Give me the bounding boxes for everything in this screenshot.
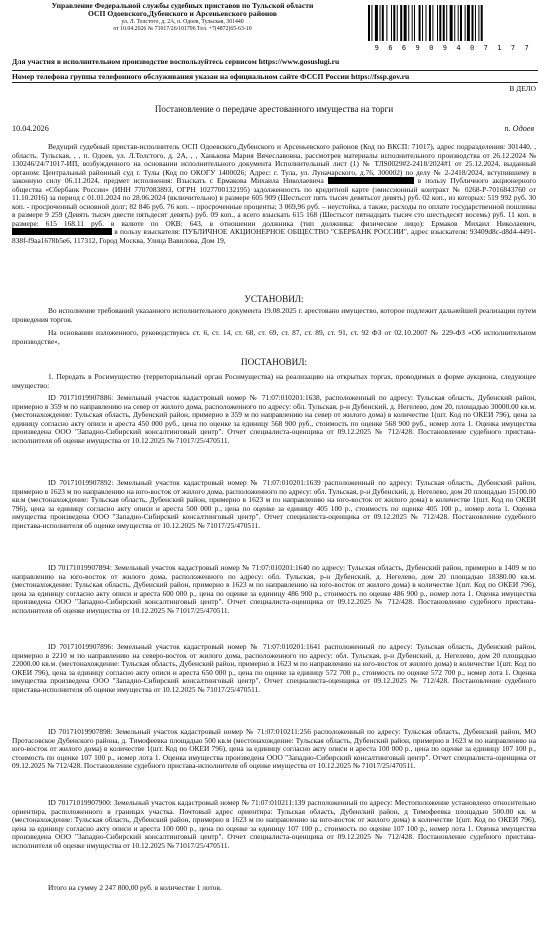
established-text: Во исполнение требований указанного исполнительного документа 19.08.2025 г. арестовано имущество, которое подлежит дальнейшей реализации путем проведения торгов. xyxy=(12,306,536,324)
service-line: Для участия в исполнительном производстве воспользуйтесь сервисом https://www.gosuslugi.ru xyxy=(12,57,340,66)
archive-tag: В ДЕЛО xyxy=(509,84,536,93)
lot-paragraph: ID 70171019907892: Земельный участок кадастровый номер № 71:07:010201:1639 расположенный по адресу: Тульская область, Дубенский район, примерно в 1623 м по направлению на юго-восток от жилого дома, расположенного по адресу: обл. Тульская, р-н Дубенский, д. Негелево, дом 20 площадью 15100.00 кв.м (местонахождение: Тульская область, Дубенский район, примерно в 1623 м по направлению на юго-восток от жилого дома) в количестве 1(шт. Код по ОКЕИ 796), цена за единицу согласно акту описи и ареста 500 000 р., цена по оценке за единицу 405 100 р., стоимость по оценке 405 100 р., номер лота 1. Оценка имущества произведена ООО "Западно-Сибирский консалтинговый центр". Отчет специалиста-оценщика от 09.12.2025 № 712/428. Постановление судебного пристава-исполнителя об оценке имущества от 10.12.2025 № 71017/25/470511. xyxy=(12,478,536,530)
redaction-bar xyxy=(12,228,112,235)
intro-text-3: в пользу взыскателя: ПУБЛИЧНОЕ АКЦИОНЕРНОЕ ОБЩЕСТВО "СБЕРБАНК РОССИИ", адрес взыскателя: 93409d8c-d8d4-4491-838f-f9aa1678b5e6, 117312, Город Москва, Улица Вавилова, Дом 19, xyxy=(12,227,536,246)
org-contacts: от 10.04.2026 № 71017/26/101796 Тел. +7(4872)65-63-10 xyxy=(113,25,252,32)
lot-paragraph: ID 70171019907894: Земельный участок кадастровый номер № 71:07:010201:1640 по адресу: Тульская область, Дубенский район, примерно в 1409 м по направлению на юго-восток от жилого дома, расположенного по адресу: обл. Тульская, р-н Дубенский, д. Негелево, дом 20 площадью 18380.00 кв.м. (местонахождение: Тульская область, Дубенский район, примерно в 1623 м по направлению на юго-восток от жилого дома) в количестве 1(шт. Код по ОКЕИ 796), цена за единицу согласно акту описи и ареста 600 000 р., цена по оценке за единицу 486 900 р., стоимость по оценке 486 900 р., номер лота 1. Оценка имущества произведена ООО "Западно-Сибирский консалтинговый центр". Отчет специалиста-оценщика от 09.12.2025 № 712/428. Постановление судебного пристава-исполнителя об оценке имущества от 10.12.2025 № 71017/25/470511. xyxy=(12,563,536,615)
barcode-number: 9 6 6 9 0 9 4 0 7 1 7 7 xyxy=(374,44,532,52)
item-1-intro: 1. Передать в Росимущество (территориальный орган Росимущества) на реализацию на открытых торгах, проводимых в форме аукциона, следующее имущество: xyxy=(12,372,536,390)
org-name: Управление Федеральной службы судебных приставов по Тульской области xyxy=(51,1,314,10)
intro-text-2: в пользу Публичного акционерного общества «Сбербанк России» (ИНН 7707083893, ОГРН 1027700132195) задолженность по кредитной карте (эмиссионный контракт № 0268-Р-7016843760 от 11.10.2016) за период с 01.01.2024 по 28.06.2024 (включительно) в размере 605 909 (Шестьсот пять тысяч девятьсот девять) руб. 02 коп., из которых: 519 992 руб. 30 коп. - просроченный основной долг; 82 846 руб. 76 коп. – просроченные проценты; 3 069,96 руб. – неустойка, а также, расходы по оплате государственной пошлины в размере 9 259 (Девять тысяч двести пятьдесят девять) руб. 09 коп., а всего взыскать 615 168 (Шестьсот пятнадцать тысяч сто шестьдесят восемь) руб. 11 коп. в размере: 615 168.11 руб. в валюте по ОКВ: 643, в отношении должника (тип должника: физическое лицо): Ермаков Михаил Николаевич, xyxy=(12,176,536,228)
established-heading: УСТАНОВИЛ: xyxy=(244,294,304,304)
lot-paragraph: ID 70171019907900: Земельный участок кадастровый номер № 71:07:010211:139 расположенный по адресу: Местоположение установлено относительно ориентира, расположенного в границах участка. Почтовый адрес ориентира: Тульская область, Дубенский район, д Тимофеевка площадью 500.00 кв. м (местонахождение: Тульская область, Дубенский район, примерно в 1623 м по направлению на юго-восток от жилого дома) в количестве 1(шт. Код по ОКЕИ 796), цена за единицу согласно акту описи и ареста 100 000 р., цена по оценке за единицу 107 100 р., стоимость по оценке 107 100 р., номер лота 1. Оценка имущества произведена ООО "Западно-Сибирский консалтинговый центр". Отчет специалиста-оценщика от 09.12.2025 № 712/428. Постановление судебного пристава-исполнителя об оценке имущества от 10.12.2025 № 71017/25/470511. xyxy=(12,798,536,850)
document-title: Постановление о передаче арестованного имущества на торги xyxy=(154,104,394,114)
legal-basis: На основании изложенного, руководствуясь ст. 6, ст. 14, ст. 68, ст. 69, ст. 87, ст. 89, ст. 91, ст. 92 ФЗ от 02.10.2007 № 229-ФЗ «Об исполнительном производстве», xyxy=(12,328,536,346)
document-place: п. Одоев xyxy=(504,124,534,133)
lot-paragraph: ID 70171019907898: Земельный участок кадастровый номер № 71:07:010211:256 расположенный по адресу: Тульская область, Дубенский район, МО Протасовское Дубенского района, д. Тимофеевка площадью 500 кв.м (местонахождение: Тульская область, Дубенский район, примерно в 1623 м по направлению на юго-восток от жилого дома) в количестве 1(шт. Код по ОКЕИ 796), цена за единицу согласно акту описи и ареста 100 000 р., цена по оценке за единицу 107 100 р., стоимость по оценке 107 100 р., номер лота 1. Оценка имущества произведена ООО "Западно-Сибирский консалтинговый центр". Отчет специалиста-оценщика от 09.12.2025 № 712/428. Постановление судебного пристава-исполнителя об оценке имущества от 10.12.2025 № 71017/25/470511. xyxy=(12,727,536,771)
redaction-bar xyxy=(328,177,414,184)
letterhead xyxy=(10,2,355,32)
total-line: Итого на сумму 2 247 800,00 руб. в количестве 1 лотов. xyxy=(48,883,222,892)
intro-text: Ведущий судебный пристав-исполнитель ОСП Одоевского,Дубенского и Арсеньевского районов (Код по ВКСП: 71017), адрес подразделения: 301440, , область. Тульская, , , п. Одоев, ул. Л.Толстого, д. 2А, , , Ханькова Мария Вячеславовна, рассмотрев материалы исполнительного производства от 26.12.2024 № 130246/24/71017-ИП, возбужденного на основании исполнительного документа Исполнительный лист (1) № ТЛS0029#2-2418/2024#1 от 25.12.2024, выданный органом: Центральный районный суд г. Тулы (Код по ОКОГУ 1400026; Адрес: г. Тула, ул. Луначарского, д.76, 300002) по делу № 2-2418/2024, вступившему в законную силу 06.11.2024, предмет исполнения: Взыскать с Ермакова Михаила Николаевича xyxy=(12,142,536,186)
barcode xyxy=(367,5,539,41)
resolved-heading: ПОСТАНОВИЛ: xyxy=(240,357,308,367)
document-date: 10.04.2026 xyxy=(12,124,49,133)
org-address: ул. Л. Толстого, д. 2А, п. Одоев, Тульская, 301440 xyxy=(121,18,244,25)
lot-paragraph: ID 70171019907886: Земельный участок кадастровый номер № 71:07:010201:1638, расположенный по адресу: Тульская область, Дубенский район, примерно в 359 м по направлению на север от жилого дома, расположенного по адресу: обл. Тульская, р-н Дубенский, д. Негелево, дом 20, площадью 30000.00 кв.м. (местонахождение: Тульская область, Дубенский район, примерно в 359 м по направлению на север от жилого дома) в количестве 1(шт. Код по ОКЕИ 796), цена за единицу согласно акту описи и ареста 450 000 руб., цена по оценке за единицу 568 900 руб., стоимость по оценке 568 900 руб., номер лота 1. Оценка имущества произведена ООО "Западно-Сибирский консалтинговый центр". Отчет специалиста-оценщика от 09.12.2025 № 712/428. Постановление судебного пристава-исполнителя об оценке имущества от 10.12.2025 № 71017/25/470511. xyxy=(12,393,536,445)
lot-paragraph: ID 70171019907896: Земельный участок кадастровый номер № 71:07:010201:1641 расположенный по адресу: Тульская область, Дубенский район, примерно в 2210 м по направлению на северо-восток от жилого дома, расположенного по адресу: обл. Тульская, р-н Дубенский, д. Негелево, дом 20 площадью 22000.00 кв.м. (местонахождение: Тульская область, Дубенский район, примерно в 1623 м по направлению на юго-восток от жилого дома) в количестве 1(шт. Код по ОКЕИ 796), цена за единицу согласно акту описи и ареста 650 000 р., цена по оценке за единицу 572 700 р., стоимость по оценке 572 700 р., номер лота 1. Оценка имущества произведена ООО "Западно-Сибирский консалтинговый центр". Отчет специалиста-оценщика от 09.12.2025 № 712/428. Постановление судебного пристава-исполнителя об оценке имущества от 10.12.2025 № 71017/25/470511. xyxy=(12,642,536,694)
phone-line: Номер телефона группы телефонного обслуживания указан на официальном сайте ФССП России https://fssp.gov.ru xyxy=(12,70,538,83)
department-name: ОСП Одоевского,Дубенского и Арсеньевского районов xyxy=(88,9,277,19)
intro-paragraph xyxy=(12,143,536,246)
